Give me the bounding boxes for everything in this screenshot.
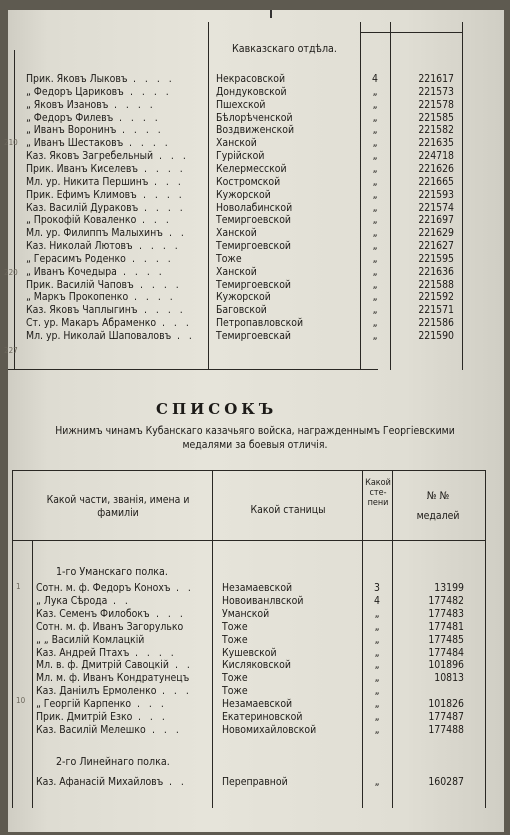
bottom-table bbox=[8, 470, 504, 820]
group-header-1: 1-го Уманскаго полка. bbox=[56, 566, 168, 578]
subtitle-line-2: медалями за боевыя отличія. bbox=[182, 439, 328, 451]
row-degree: „ bbox=[372, 278, 378, 291]
row-leader-dots: . . . . bbox=[119, 111, 161, 124]
row-medal-number: 221585 bbox=[418, 111, 454, 124]
row-leader-dots: . . . bbox=[138, 711, 168, 723]
bottom-top-line bbox=[12, 470, 486, 471]
row-medal-number: 177485 bbox=[428, 633, 464, 646]
row-degree: „ bbox=[372, 98, 378, 111]
row-degree: „ bbox=[372, 188, 378, 201]
row-degree: „ bbox=[374, 723, 380, 736]
row-leader-dots: . . . . bbox=[144, 304, 186, 317]
row-leader-dots: . . . . bbox=[130, 85, 172, 98]
row-stanitsa: Кужорской bbox=[216, 291, 271, 304]
table-row bbox=[8, 266, 504, 278]
margin-number: 227 bbox=[4, 346, 18, 355]
row-medal-number: 221590 bbox=[418, 330, 454, 342]
table-row bbox=[8, 112, 504, 124]
row-stanitsa: Темиргоевской bbox=[216, 214, 291, 227]
row-stanitsa: Тоже bbox=[222, 620, 248, 633]
table-row bbox=[8, 137, 504, 149]
row-medal-number: 177481 bbox=[428, 620, 464, 633]
row-leader-dots: . . bbox=[113, 594, 131, 607]
row-degree: „ bbox=[372, 252, 378, 265]
row-medal-number: 221635 bbox=[418, 137, 454, 150]
row-stanitsa: Кушевской bbox=[222, 646, 277, 659]
row-degree: „ bbox=[374, 620, 380, 633]
row-leader-dots: . . . . bbox=[132, 252, 174, 265]
table-row bbox=[8, 150, 504, 162]
row-medal-number: 221593 bbox=[418, 188, 454, 201]
row-degree: „ bbox=[372, 150, 378, 163]
row-medal-number: 160287 bbox=[428, 776, 464, 788]
row-name: Сотн. м. ф. Федоръ Конохъ bbox=[36, 582, 171, 594]
row-leader-dots: . . bbox=[175, 659, 193, 672]
row-name: Каз. Афанасій Михайловъ bbox=[36, 776, 164, 788]
row-name: Каз. Семенъ Филобокъ bbox=[36, 607, 150, 620]
row-name: „ Яковъ Изановъ bbox=[26, 98, 109, 111]
row-stanitsa: Уманской bbox=[222, 607, 270, 620]
row-medal-number: 177484 bbox=[428, 646, 464, 659]
row-name: Каз. Василій Дураковъ bbox=[26, 201, 139, 214]
row-leader-dots: . . . bbox=[156, 607, 186, 620]
row-name: „ „ Василій Комлацкій bbox=[36, 633, 145, 646]
row-medal-number: 177482 bbox=[428, 594, 464, 607]
row-name: Мл. ур. Николай Шаповаловъ bbox=[26, 330, 172, 342]
row-medal-number: 221665 bbox=[418, 175, 454, 188]
row-degree: „ bbox=[374, 685, 380, 698]
row-name: Прик. Дмитрій Езко bbox=[36, 711, 133, 723]
table-row bbox=[8, 776, 504, 788]
row-name: Прик. Иванъ Киселевъ bbox=[26, 162, 138, 175]
row-medal-number: 221573 bbox=[418, 85, 454, 98]
row-degree: „ bbox=[372, 175, 378, 188]
row-leader-dots: . . . . bbox=[143, 188, 185, 201]
row-stanitsa: Некрасовской bbox=[216, 73, 286, 85]
margin-number: 10 bbox=[16, 696, 26, 705]
row-degree: „ bbox=[372, 85, 378, 98]
margin-number: 210 bbox=[4, 138, 18, 147]
table-row bbox=[8, 659, 504, 671]
row-medal-number: 10813 bbox=[434, 672, 464, 685]
row-degree: „ bbox=[372, 330, 378, 342]
row-stanitsa: Дондуковской bbox=[216, 85, 287, 98]
table-row bbox=[8, 240, 504, 252]
table-row bbox=[8, 291, 504, 303]
table-row bbox=[8, 582, 504, 594]
row-leader-dots: . . bbox=[177, 330, 195, 342]
row-stanitsa: Бѣлорѣченской bbox=[216, 111, 293, 124]
row-name: Сотн. м. ф. Иванъ Загорулько bbox=[36, 620, 184, 633]
row-leader-dots: . . . bbox=[154, 175, 184, 188]
row-leader-dots: . . . . bbox=[135, 646, 177, 659]
row-degree: „ bbox=[374, 672, 380, 685]
table-row bbox=[8, 711, 504, 723]
row-stanitsa: Новомихайловской bbox=[222, 723, 317, 736]
row-leader-dots: . . . bbox=[152, 723, 182, 736]
row-medal-number: 221617 bbox=[418, 73, 454, 85]
row-leader-dots: . . . . bbox=[114, 98, 156, 111]
row-leader-dots: . . . . bbox=[129, 137, 171, 150]
row-name: Мл. м. ф. Иванъ Кондратунецъ bbox=[36, 672, 190, 685]
row-leader-dots: . . . . bbox=[134, 291, 176, 304]
margin-number: 220 bbox=[4, 268, 18, 277]
row-medal-number: 221636 bbox=[418, 265, 454, 278]
row-stanitsa: Незамаевской bbox=[222, 698, 293, 711]
row-degree: „ bbox=[372, 317, 378, 330]
row-degree: „ bbox=[372, 265, 378, 278]
margin-number: 1 bbox=[16, 582, 21, 591]
row-name: „ Иванъ Кочедыра bbox=[26, 265, 117, 278]
table-row bbox=[8, 227, 504, 239]
row-medal-number: 221592 bbox=[418, 291, 454, 304]
row-name: Прик. Василій Чаповъ bbox=[26, 278, 134, 291]
row-stanitsa: Баговской bbox=[216, 304, 267, 317]
row-stanitsa: Переправной bbox=[222, 776, 288, 788]
group-header-2: 2-го Линейнаго полка. bbox=[56, 756, 170, 768]
row-name: Каз. Яковъ Загребельный bbox=[26, 150, 154, 163]
col-header-numbers: № № bbox=[426, 490, 450, 502]
row-name: Каз. Николай Лютовъ bbox=[26, 240, 133, 253]
table-row bbox=[8, 279, 504, 291]
row-stanitsa: Темиргоевской bbox=[216, 278, 291, 291]
table-row bbox=[8, 253, 504, 265]
row-name: Каз. Яковъ Чаплыгинъ bbox=[26, 304, 138, 317]
row-medal-number: 221595 bbox=[418, 252, 454, 265]
row-stanitsa: Келермесской bbox=[216, 162, 287, 175]
row-leader-dots: . . bbox=[176, 582, 194, 594]
table-row bbox=[8, 672, 504, 684]
subtitle-line-1: Нижнимъ чинамъ Кубанскаго казачьяго войска, награжденнымъ Георгіевскими bbox=[55, 425, 455, 437]
row-medal-number: 221626 bbox=[418, 162, 454, 175]
table-row bbox=[8, 621, 504, 633]
table-row bbox=[8, 330, 504, 342]
row-stanitsa: Петропавловской bbox=[216, 317, 304, 330]
row-leader-dots: . . . . bbox=[144, 162, 186, 175]
row-degree: „ bbox=[372, 304, 378, 317]
row-degree: „ bbox=[372, 162, 378, 175]
row-stanitsa: Воздвиженской bbox=[216, 124, 295, 137]
row-degree: „ bbox=[372, 214, 378, 227]
row-stanitsa: Темиргоевской bbox=[216, 240, 291, 253]
row-medal-number: 13199 bbox=[434, 582, 464, 594]
row-stanitsa: Темиргоевскай bbox=[216, 330, 292, 342]
table-row bbox=[8, 214, 504, 226]
row-name: Каз. Василій Мелешко bbox=[36, 723, 146, 736]
row-name: „ Прокофій Коваленко bbox=[26, 214, 137, 227]
row-medal-number: 221588 bbox=[418, 278, 454, 291]
top-header-line bbox=[360, 32, 462, 33]
row-stanitsa: Ханской bbox=[216, 265, 257, 278]
row-stanitsa: Новолабинской bbox=[216, 201, 293, 214]
row-stanitsa: Кисляковской bbox=[222, 659, 291, 672]
row-medal-number: 177487 bbox=[428, 711, 464, 723]
row-stanitsa: Костромской bbox=[216, 175, 281, 188]
row-stanitsa: Тоже bbox=[222, 685, 248, 698]
row-degree: „ bbox=[374, 633, 380, 646]
bottom-header-line bbox=[12, 540, 486, 541]
row-degree: „ bbox=[374, 711, 380, 723]
section-header: Кавказскаго отдѣла. bbox=[232, 43, 337, 55]
table-row bbox=[8, 595, 504, 607]
row-stanitsa: Незамаевской bbox=[222, 582, 293, 594]
row-name: „ Иванъ Воронинъ bbox=[26, 124, 117, 137]
row-medal-number: 221629 bbox=[418, 227, 454, 240]
row-stanitsa: Ханской bbox=[216, 137, 257, 150]
row-leader-dots: . . . . bbox=[123, 265, 165, 278]
row-medal-number: 221697 bbox=[418, 214, 454, 227]
row-degree: „ bbox=[374, 646, 380, 659]
table-row bbox=[8, 317, 504, 329]
row-name: Ст. ур. Макаръ Абраменко bbox=[26, 317, 157, 330]
row-leader-dots: . . . . bbox=[144, 201, 186, 214]
row-medal-number: 101826 bbox=[428, 698, 464, 711]
row-name: Каз. Даніилъ Ермоленко bbox=[36, 685, 157, 698]
row-medal-number: 177488 bbox=[428, 723, 464, 736]
row-degree: „ bbox=[372, 291, 378, 304]
row-stanitsa: Ханской bbox=[216, 227, 257, 240]
row-degree: „ bbox=[374, 698, 380, 711]
row-degree: „ bbox=[372, 124, 378, 137]
col-header-names: Какой части, званія, имена и фамиліи bbox=[46, 494, 190, 519]
row-leader-dots: . . . . bbox=[139, 240, 181, 253]
row-name: „ Герасимъ Роденко bbox=[26, 252, 126, 265]
row-medal-number: 221627 bbox=[418, 240, 454, 253]
row-leader-dots: . . bbox=[169, 227, 187, 240]
row-stanitsa: Екатериновской bbox=[222, 711, 303, 723]
row-leader-dots: . . . . bbox=[122, 124, 164, 137]
row-stanitsa: Тоже bbox=[222, 672, 248, 685]
row-name: Мл. ур. Никита Першинъ bbox=[26, 175, 149, 188]
row-degree: „ bbox=[374, 659, 380, 672]
col-header-degree: Какой сте- пени bbox=[365, 478, 391, 508]
row-name: Мл. в. ф. Дмитрій Савоцкій bbox=[36, 659, 169, 672]
row-stanitsa: Новоиванлвской bbox=[222, 594, 304, 607]
row-degree: „ bbox=[372, 201, 378, 214]
col-header-numbers-sub: медалей bbox=[416, 510, 460, 522]
row-name: „ Георгій Карпенко bbox=[36, 698, 132, 711]
table-row bbox=[8, 608, 504, 620]
table-row bbox=[8, 685, 504, 697]
row-medal-number: 221571 bbox=[418, 304, 454, 317]
row-name: „ Иванъ Шестаковъ bbox=[26, 137, 124, 150]
row-degree: 4 bbox=[372, 73, 378, 85]
row-degree: 3 bbox=[374, 582, 380, 594]
row-leader-dots: . . . bbox=[142, 214, 172, 227]
row-stanitsa: Тоже bbox=[216, 252, 242, 265]
row-degree: 4 bbox=[374, 594, 380, 607]
row-leader-dots: . . . bbox=[162, 317, 192, 330]
row-stanitsa: Тоже bbox=[222, 633, 248, 646]
table-row bbox=[8, 202, 504, 214]
row-name: Прик. Ефимъ Климовъ bbox=[26, 188, 137, 201]
row-leader-dots: . . . bbox=[137, 698, 167, 711]
table-row bbox=[8, 176, 504, 188]
table-row bbox=[8, 647, 504, 659]
row-name: „ Федоръ Филевъ bbox=[26, 111, 114, 124]
row-medal-number: 221586 bbox=[418, 317, 454, 330]
document-page bbox=[4, 10, 504, 832]
table-row bbox=[8, 724, 504, 736]
table-row bbox=[8, 698, 504, 710]
row-stanitsa: Кужорской bbox=[216, 188, 271, 201]
row-stanitsa: Гурійской bbox=[216, 150, 265, 163]
row-degree: „ bbox=[372, 137, 378, 150]
row-medal-number: 224718 bbox=[418, 150, 454, 163]
row-name: „ Лука Сѣрода bbox=[36, 594, 108, 607]
top-table bbox=[4, 10, 504, 370]
row-name: Каз. Андрей Птахъ bbox=[36, 646, 130, 659]
table-row bbox=[8, 189, 504, 201]
row-medal-number: 221582 bbox=[418, 124, 454, 137]
row-medal-number: 221574 bbox=[418, 201, 454, 214]
row-stanitsa: Пшехской bbox=[216, 98, 266, 111]
row-leader-dots: . . bbox=[169, 776, 187, 788]
table-row bbox=[8, 124, 504, 136]
top-bottom-line bbox=[8, 369, 378, 370]
row-name: „ Федоръ Цариковъ bbox=[26, 85, 124, 98]
row-leader-dots: . . . bbox=[159, 150, 189, 163]
row-name: Мл. ур. Филиппъ Малыхинъ bbox=[26, 227, 163, 240]
row-name: „ Маркъ Прокопенко bbox=[26, 291, 129, 304]
row-degree: „ bbox=[372, 111, 378, 124]
table-row bbox=[8, 163, 504, 175]
page-title: СПИСОКЪ bbox=[156, 400, 278, 418]
row-leader-dots: . . . . bbox=[140, 278, 182, 291]
row-medal-number: 177483 bbox=[428, 607, 464, 620]
row-degree: „ bbox=[372, 240, 378, 253]
row-leader-dots: . . . bbox=[162, 685, 192, 698]
row-medal-number: 101896 bbox=[428, 659, 464, 672]
col-header-stanitsa: Какой станицы bbox=[250, 504, 326, 516]
row-medal-number: 221578 bbox=[418, 98, 454, 111]
row-degree: „ bbox=[374, 607, 380, 620]
table-row bbox=[8, 634, 504, 646]
table-row bbox=[8, 73, 504, 85]
row-leader-dots: . . . . bbox=[133, 73, 175, 85]
row-name: Прик. Яковъ Лыковъ bbox=[26, 73, 128, 85]
table-row bbox=[8, 86, 504, 98]
row-degree: „ bbox=[372, 227, 378, 240]
table-row bbox=[8, 99, 504, 111]
row-degree: „ bbox=[374, 776, 380, 788]
table-row bbox=[8, 304, 504, 316]
